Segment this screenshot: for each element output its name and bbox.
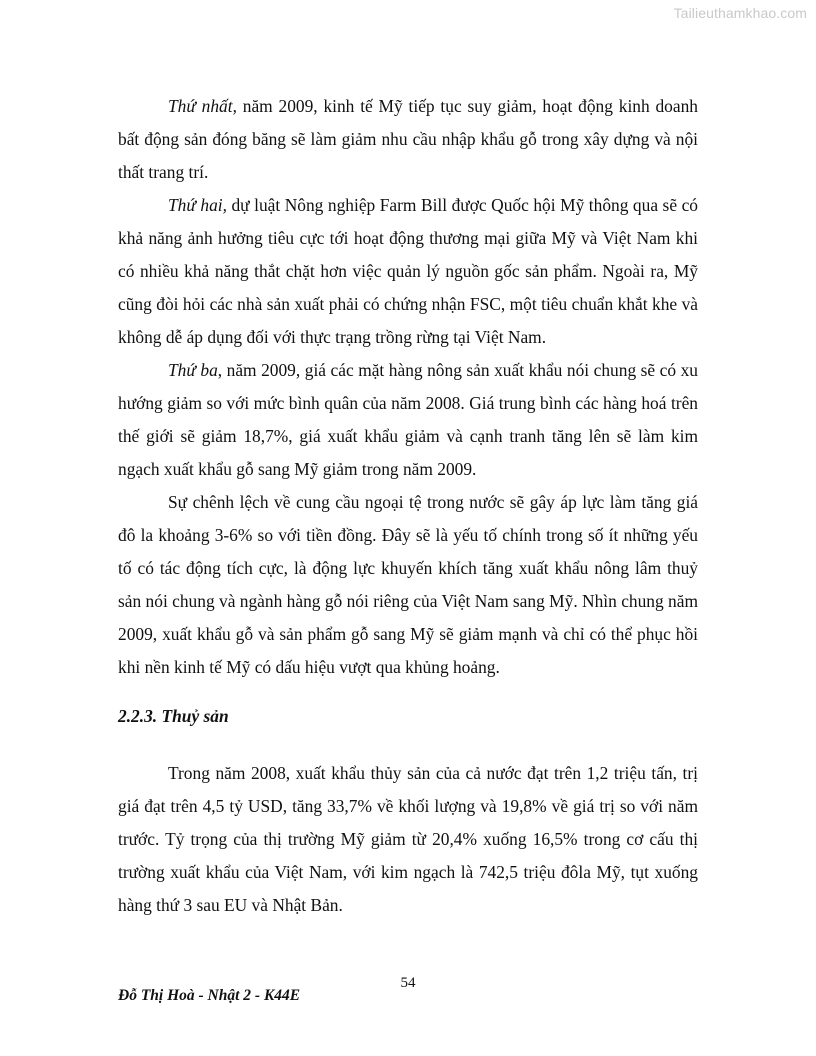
page-number: 54 — [400, 975, 416, 991]
section-heading: 2.2.3. Thuỷ sản — [118, 706, 229, 726]
watermark-text: Tailieuthamkhao.com — [673, 5, 807, 21]
paragraph-text: năm 2009, kinh tế Mỹ tiếp tục suy giảm, hoạt động kinh doanh bất động sản đóng băng sẽ làm giảm nhu cầu nhập khẩu gỗ trong xây dựng và nội thất trang trí. — [118, 96, 698, 182]
paragraph-text: Sự chênh lệch về cung cầu ngoại tệ trong nước sẽ gây áp lực làm tăng giá đô la khoảng 3-6% so với tiền đồng. Đây sẽ là yếu tố chính trong số ít những yếu tố có tác động tích cực, là động lực khuyến khích tăng xuất khẩu nông lâm thuỷ sản nói chung và ngành hàng gỗ nói riêng của Việt Nam sang Mỹ. Nhìn chung năm 2009, xuất khẩu gỗ và sản phẩm gỗ sang Mỹ sẽ giảm mạnh và chỉ có thể phục hồi khi nền kinh tế Mỹ có dấu hiệu vượt qua khủng hoảng. — [118, 492, 698, 677]
paragraph-text: , năm 2009, giá các mặt hàng nông sản xuất khẩu nói chung sẽ có xu hướng giảm so với mức bình quân của năm 2008. Giá trung bình các hàng hoá trên thế giới sẽ giảm 18,7%, giá xuất khẩu giảm và cạnh tranh tăng lên sẽ làm kim ngạch xuất khẩu gỗ sang Mỹ giảm trong năm 2009. — [118, 360, 698, 479]
page-content — [118, 90, 698, 922]
paragraph-first-reason — [118, 90, 698, 189]
footer-author: Đỗ Thị Hoà - Nhật 2 - K44E — [118, 987, 301, 1004]
paragraph-lead: Thứ hai, — [168, 195, 227, 215]
paragraph-exchange-rate — [118, 486, 698, 684]
paragraph-third-reason — [118, 354, 698, 486]
paragraph-lead: Thứ nhất, — [168, 96, 237, 116]
paragraph-second-reason — [118, 189, 698, 354]
paragraph-lead: Thứ ba — [168, 360, 218, 380]
paragraph-seafood — [118, 757, 698, 922]
paragraph-text: dự luật Nông nghiệp Farm Bill được Quốc hội Mỹ thông qua sẽ có khả năng ảnh hưởng tiêu cực tới hoạt động thương mại giữa Mỹ và Việt Nam khi có nhiều khả năng thắt chặt hơn việc quản lý nguồn gốc sản phẩm. Ngoài ra, Mỹ cũng đòi hỏi các nhà sản xuất phải có chứng nhận FSC, một tiêu chuẩn khắt khe và không dễ áp dụng đối với thực trạng trồng rừng tại Việt Nam. — [118, 195, 698, 347]
paragraph-text: Trong năm 2008, xuất khẩu thủy sản của cả nước đạt trên 1,2 triệu tấn, trị giá đạt trên 4,5 tỷ USD, tăng 33,7% về khối lượng và 19,8% về giá trị so với năm trước. Tỷ trọng của thị trường Mỹ giảm từ 20,4% xuống 16,5% trong cơ cấu thị trường xuất khẩu của Việt Nam, với kim ngạch là 742,5 triệu đôla Mỹ, tụt xuống hàng thứ 3 sau EU và Nhật Bản. — [118, 763, 698, 915]
